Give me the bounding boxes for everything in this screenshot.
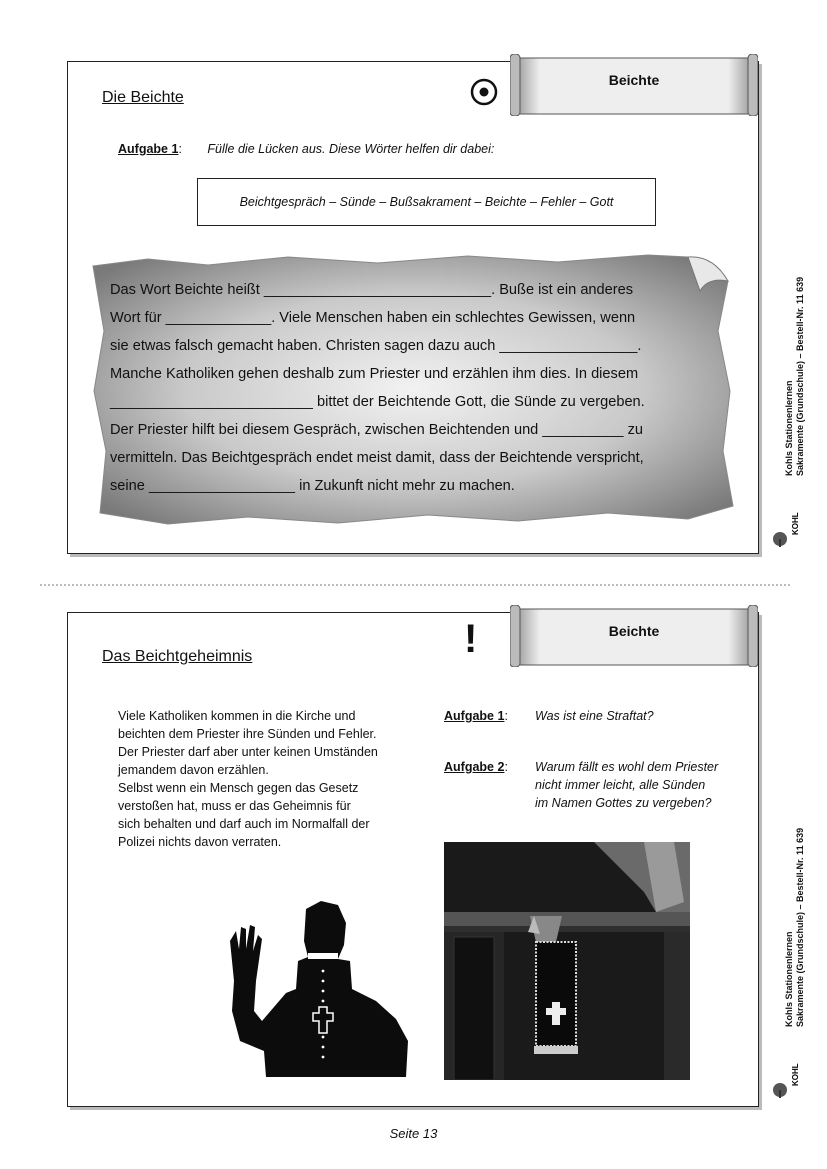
sidebar-imprint [768, 60, 818, 555]
task-2-text [535, 758, 718, 812]
paragraph-line: Polizei nichts davon verraten. [118, 835, 282, 849]
logo-text: KOHL [791, 512, 800, 535]
task-colon: : [178, 142, 182, 156]
sidebar-line-2: Sakramente (Grundschule) – Bestell-Nr. 11 639 [795, 276, 805, 476]
cloze-line: _________________________ bittet der Beichtende Gott, die Sünde zu vergeben. [110, 394, 645, 410]
cloze-line: sie etwas falsch gemacht haben. Christen sagen dazu auch _________________. [110, 338, 642, 354]
scroll-tab [510, 605, 758, 667]
task-text-line: Was ist eine Straftat? [535, 709, 654, 723]
sidebar-imprint [768, 612, 818, 1107]
paragraph-line: sich behalten und darf auch im Normalfall der [118, 817, 370, 831]
card-title: Das Beichtgeheimnis [102, 648, 253, 665]
paragraph-line: beichten dem Priester ihre Sünden und Fehler. [118, 727, 377, 741]
sidebar-line-1: Kohls Stationenlernen [784, 931, 794, 1027]
exclamation-icon: ! [464, 617, 478, 661]
cloze-line: Manche Katholiken gehen deshalb zum Priester und erzählen ihm dies. In diesem [110, 366, 639, 382]
cloze-line: vermitteln. Das Beichtgespräch endet meist damit, dass der Beichtende verspricht, [110, 450, 644, 466]
target-icon [470, 78, 498, 106]
sidebar-line-1: Kohls Stationenlernen [784, 380, 794, 476]
worksheet-card-seal [67, 612, 759, 1107]
task-1-text [535, 707, 654, 725]
task-1 [444, 707, 508, 725]
tree-logo-icon [770, 1036, 818, 1098]
scroll-tab-label: Beichte [608, 623, 660, 639]
stole-photo [444, 842, 690, 1080]
task-colon: : [504, 709, 508, 723]
sidebar-line-2: Sakramente (Grundschule) – Bestell-Nr. 11 639 [795, 827, 805, 1027]
page-number: Seite 13 [389, 1126, 438, 1141]
task-label: Aufgabe 1 [444, 709, 505, 723]
word-bank-box [197, 178, 656, 226]
tree-logo-icon [770, 485, 818, 547]
cloze-line: Der Priester hilft bei diesem Gespräch, zwischen Beichtenden und __________ zu [110, 422, 643, 438]
task-row [118, 142, 494, 156]
task-label: Aufgabe 1 [118, 142, 179, 156]
logo-text: KOHL [791, 1063, 800, 1086]
paragraph-line: Der Priester darf aber unter keinen Umständen [118, 745, 378, 759]
task-text-line: Warum fällt es wohl dem Priester [535, 760, 719, 774]
task-text-line: im Namen Gottes zu vergeben? [535, 796, 712, 810]
task-colon: : [504, 760, 508, 774]
card-title: Die Beichte [102, 89, 184, 106]
cloze-line: Wort für _____________. Viele Menschen haben ein schlechtes Gewissen, wenn [110, 310, 636, 326]
task-label: Aufgabe 2 [444, 760, 505, 774]
task-2 [444, 758, 508, 776]
cloze-line: Das Wort Beichte heißt ____________________________. Buße ist ein anderes [110, 282, 634, 298]
task-text-line: nicht immer leicht, alle Sünden [535, 778, 706, 792]
scroll-tab-label: Beichte [608, 72, 660, 88]
paragraph-line: jemandem davon erzählen. [118, 763, 269, 777]
divider [40, 584, 790, 586]
publisher-logo [770, 1036, 818, 1103]
paragraph-line: Selbst wenn ein Mensch gegen das Gesetz [118, 781, 359, 795]
priest-silhouette [226, 901, 411, 1077]
worksheet-card-confession [67, 61, 759, 554]
paragraph-line: verstoßen hat, muss er das Geheimnis für [118, 799, 351, 813]
cloze-line: seine __________________ in Zukunft nicht mehr zu machen. [110, 478, 515, 494]
task-instruction: Fülle die Lücken aus. Diese Wörter helfen dir dabei: [207, 142, 495, 156]
paragraph-line: Viele Katholiken kommen in die Kirche und [118, 709, 356, 723]
publisher-logo [770, 485, 818, 552]
info-paragraph [118, 707, 378, 851]
scroll-tab [510, 54, 758, 116]
cloze-text [110, 276, 720, 500]
word-bank-text: Beichtgespräch – Sünde – Bußsakrament – Beichte – Fehler – Gott [239, 195, 614, 209]
